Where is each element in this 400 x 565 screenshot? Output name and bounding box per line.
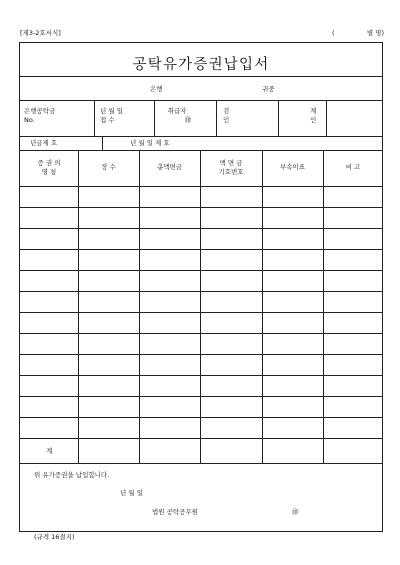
table-row-line: [20, 249, 382, 250]
header-security-name: [20, 159, 78, 177]
table-header-divider: [20, 186, 382, 187]
form-title: 공탁유가증권납입서: [132, 57, 270, 73]
deposit-date-number: 년 월 일 제 호: [130, 139, 170, 147]
handler-field: [160, 107, 194, 125]
total-row-divider: [20, 463, 382, 464]
form-type-label: [332, 30, 384, 38]
table-row-line: [20, 354, 382, 355]
review-label-line1: 계: [310, 107, 317, 115]
ref-divider: [102, 136, 103, 150]
header-face-value-serial: [200, 159, 262, 177]
column-divider: [139, 150, 140, 463]
signer-label: 법원 공탁공무원: [152, 508, 199, 516]
header-face-value-line2: 기호번호: [218, 167, 244, 176]
table-row-line: [20, 312, 382, 313]
total-label: 계: [46, 447, 53, 455]
info-divider: [94, 100, 95, 136]
deposit-account-label-line1: 은행공탁금: [24, 107, 56, 115]
table-row-line: [20, 438, 382, 439]
review-label-line2: 인: [310, 115, 317, 124]
paper-size-note: (규격 16절지): [34, 533, 75, 541]
declaration-text: 위 유가증권을 납입합니다.: [34, 471, 110, 479]
form-number: [제3-2호서식]: [20, 29, 61, 37]
handler-seal: ㊞: [184, 115, 192, 124]
signer-seal: ㊞: [292, 508, 299, 516]
header-security-name-line1: 증 권 의: [37, 159, 61, 167]
deposit-form-frame: [19, 42, 383, 532]
inspection-label-line1: 검: [223, 107, 230, 115]
inspection-label-line2: 인: [223, 115, 230, 124]
table-row-line: [20, 396, 382, 397]
table-row-line: [20, 333, 382, 334]
bank-label: 은행: [150, 85, 163, 93]
header-total-face-value: 총액면금: [156, 163, 183, 171]
header-face-value-line1: 액 면 금: [219, 159, 243, 167]
info-divider: [154, 100, 155, 136]
table-row-line: [20, 270, 382, 271]
header-remarks: 비 고: [345, 163, 361, 171]
table-row-line: [20, 207, 382, 208]
ref-row-divider: [20, 150, 382, 151]
header-security-name-line2: 명 칭: [41, 167, 57, 176]
header-coupons: 부속이표: [279, 163, 306, 171]
inspection-stamp-field: [223, 107, 229, 125]
header-quantity: 장 수: [101, 163, 116, 171]
title-divider: [20, 76, 382, 77]
column-divider: [78, 150, 79, 463]
table-row-line: [20, 228, 382, 229]
form-type-open: (: [332, 29, 335, 37]
info-divider: [216, 100, 217, 136]
info-divider: [278, 100, 279, 136]
table-row-line: [20, 417, 382, 418]
info-row-divider: [20, 136, 382, 137]
deposit-account-label-line2: No.: [24, 115, 35, 124]
deposit-year-number: 년금제 호: [30, 139, 58, 147]
info-divider: [326, 100, 327, 136]
column-divider: [323, 150, 324, 463]
attention-label: 귀중: [262, 85, 275, 93]
form-type-value: 별 명): [366, 29, 384, 37]
receipt-date-field: [100, 107, 123, 125]
table-row-line: [20, 375, 382, 376]
column-divider: [262, 150, 263, 463]
deposit-account-label: [24, 107, 55, 125]
table-row-line: [20, 291, 382, 292]
bank-row-divider: [20, 100, 382, 101]
handler-label: 취급자: [167, 107, 187, 115]
column-divider: [200, 150, 201, 463]
receipt-date-line1: 년 월 일: [100, 107, 123, 115]
receipt-date-line2: 접 수: [100, 115, 115, 124]
review-stamp-field: [310, 107, 316, 125]
declaration-date: 년 월 일: [120, 489, 143, 497]
